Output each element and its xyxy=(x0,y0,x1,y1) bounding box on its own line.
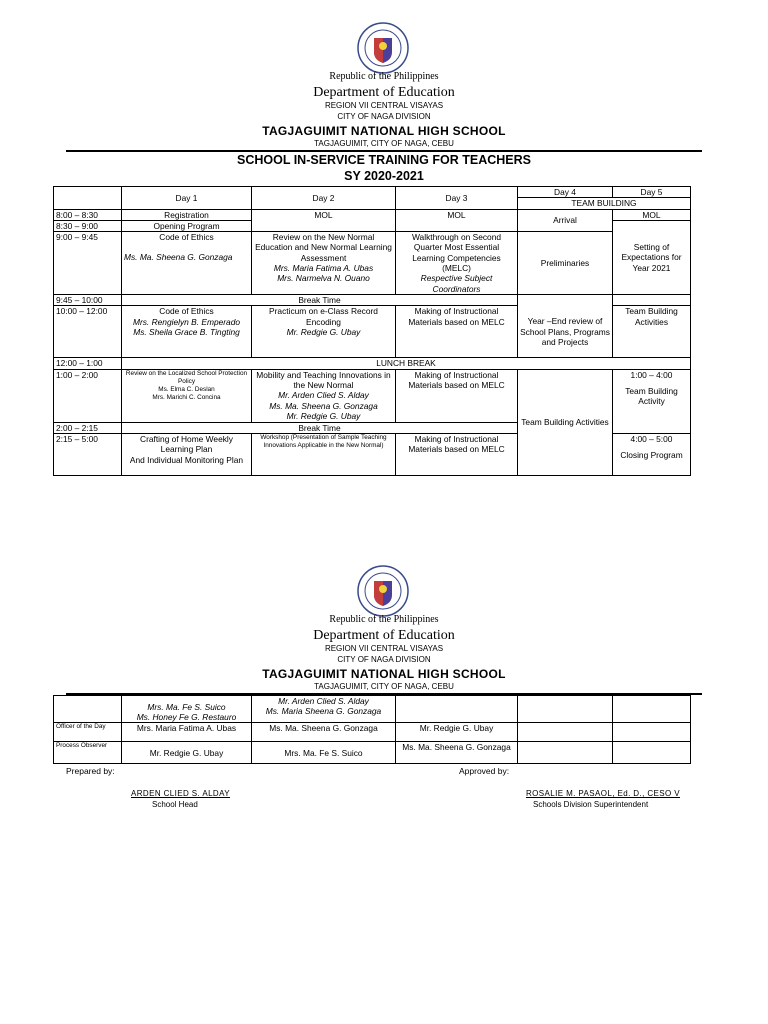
observer-cell: Ms. Ma. Sheena G. Gonzaga xyxy=(396,742,518,764)
time-cell: 12:00 – 1:00 xyxy=(54,358,122,369)
department-label: Department of Education xyxy=(313,628,455,643)
opening-program-cell: Opening Program xyxy=(122,220,252,231)
day5-setting-cell: Setting of Expectations for Year 2021 xyxy=(613,220,691,294)
day2-mobility-cell xyxy=(252,369,396,422)
republic-label: Republic of the Philippines xyxy=(329,71,439,82)
speaker: Ms. Ma. Sheena G. Gonzaga xyxy=(124,252,233,263)
lunch-break-row: LUNCH BREAK xyxy=(122,358,691,369)
school-year: SY 2020-2021 xyxy=(344,169,424,183)
session-title: Code of Ethics xyxy=(159,306,214,317)
header-divider xyxy=(66,150,702,152)
school-name: TAGJAGUIMIT NATIONAL HIGH SCHOOL xyxy=(262,667,506,681)
day3-header: Day 3 xyxy=(396,187,518,210)
session-title: Closing Program xyxy=(620,450,683,461)
page-title: SCHOOL IN-SERVICE TRAINING FOR TEACHERS xyxy=(236,153,531,167)
day1-ethics-cell xyxy=(122,232,252,295)
school-head-title: School Head xyxy=(152,800,198,809)
day3-making2-cell: Making of Instructional Materials based on MELC xyxy=(396,369,518,422)
day2-header: Day 2 xyxy=(252,187,396,210)
school-address: TAGJAGUIMIT, CITY OF NAGA, CEBU xyxy=(314,139,454,148)
break-time-row: Break Time xyxy=(122,295,518,306)
school-address: TAGJAGUIMIT, CITY OF NAGA, CEBU xyxy=(314,682,454,691)
region-label: REGION VII CENTRAL VISAYAS xyxy=(324,101,444,110)
session-title: Review on the New Normal Education and New Normal Learning Assessment xyxy=(255,232,392,263)
officers-table xyxy=(53,695,691,764)
school-name: TAGJAGUIMIT NATIONAL HIGH SCHOOL xyxy=(262,124,506,138)
time-cell: 9:00 – 9:45 xyxy=(54,232,122,295)
approved-by-label: Approved by: xyxy=(459,766,510,776)
division-label: CITY OF NAGA DIVISION xyxy=(337,112,431,121)
speaker: Mr. Redgie G. Ubay xyxy=(286,327,361,338)
session-title: Mobility and Teaching Innovations in the New Normal xyxy=(256,369,391,391)
day4-yearend-cell: Year –End review of School Plans, Programs and Projects xyxy=(518,306,613,358)
day1-localized-cell xyxy=(122,369,252,422)
speaker: Mrs. Narmelva N. Ouano xyxy=(277,273,370,284)
day4-header: Day 4 xyxy=(518,187,613,198)
speaker: Mr. Arden Clied S. Alday xyxy=(278,390,369,401)
team-building-header: TEAM BUILDING xyxy=(518,198,691,209)
speaker: Ms. Elma C. Deslan xyxy=(158,385,215,393)
day5-mol-cell: MOL xyxy=(613,209,691,220)
header-time-cell xyxy=(54,187,122,210)
day2-workshop-cell: Workshop (Presentation of Sample Teaching Innovations Applicable in the New Normal) xyxy=(252,434,396,476)
session-title: Code of Ethics xyxy=(159,232,214,243)
day5-afternoon-cell xyxy=(613,369,691,433)
day2-mol-cell: MOL xyxy=(252,209,396,232)
division-label: CITY OF NAGA DIVISION xyxy=(337,655,431,664)
assigned-cell xyxy=(122,696,252,723)
officer-cell: Mrs. Maria Fatima A. Ubas xyxy=(122,723,252,742)
person-name: Mrs. Ma. Fe S. Suico xyxy=(147,702,226,712)
department-label: Department of Education xyxy=(313,85,455,100)
day4-team-building-cell: Team Building Activities xyxy=(518,369,613,475)
sds-name: ROSALIE M. PASAOL, Ed. D., CESO V xyxy=(526,789,680,798)
day3-mol-cell: MOL xyxy=(396,209,518,232)
time-cell: 1:00 – 2:00 xyxy=(54,369,122,422)
day5-header: Day 5 xyxy=(613,187,691,198)
day1-ethics2-cell xyxy=(122,306,252,358)
time-cell: 10:00 – 12:00 xyxy=(54,306,122,358)
person-name: Ms. Maria Sheena G. Gonzaga xyxy=(265,706,382,716)
registration-cell: Registration xyxy=(122,209,252,220)
speaker: Mr. Redgie G. Ubay xyxy=(286,410,361,421)
person-name: Mr. Arden Clied S. Alday xyxy=(278,696,369,706)
day2-review-cell xyxy=(252,232,396,295)
officer-cell: Mr. Redgie G. Ubay xyxy=(396,723,518,742)
officer-of-day-label: Officer of the Day xyxy=(54,723,122,742)
day2-practicum-cell xyxy=(252,306,396,358)
session-title: Team Building Activity xyxy=(625,386,678,407)
officer-cell: Ms. Ma. Sheena G. Gonzaga xyxy=(252,723,396,742)
break-time-row: Break Time xyxy=(122,422,518,433)
speaker: Mrs. Marichi C. Concina xyxy=(152,393,221,401)
day5-team-building-cell: Team Building Activities xyxy=(613,306,691,358)
day4-preliminaries-cell: Preliminaries xyxy=(518,232,613,295)
prepared-by-label: Prepared by: xyxy=(66,766,115,776)
time-cell: 8:00 – 8:30 xyxy=(54,209,122,220)
session-subtitle: And Individual Monitoring Plan xyxy=(129,454,244,465)
day3-making3-cell: Making of Instructional Materials based on MELC xyxy=(396,434,518,476)
day1-header: Day 1 xyxy=(122,187,252,210)
day5-closing-cell xyxy=(613,434,691,476)
deped-seal-icon xyxy=(357,22,409,74)
observer-cell: Mr. Redgie G. Ubay xyxy=(122,742,252,764)
republic-label: Republic of the Philippines xyxy=(329,614,439,625)
assigned-cell xyxy=(252,696,396,723)
observer-cell: Mrs. Ma. Fe S. Suico xyxy=(252,742,396,764)
time-cell: 9:45 – 10:00 xyxy=(54,295,122,306)
speaker: Respective Subject Coordinators xyxy=(420,273,493,294)
session-title: Walkthrough on Second Quarter Most Essential Learning Competencies (MELC) xyxy=(411,232,502,274)
day1-crafting-cell xyxy=(122,434,252,476)
session-title: Review on the Localized School Protection Policy xyxy=(125,369,248,385)
process-observer-label: Process Observer xyxy=(54,742,122,764)
speaker: Mrs. Rengielyn B. Emperado xyxy=(132,316,241,327)
time-cell: 2:00 – 2:15 xyxy=(54,422,122,433)
schedule-table xyxy=(53,186,691,476)
region-label: REGION VII CENTRAL VISAYAS xyxy=(324,644,444,653)
day3-making-cell: Making of Instructional Materials based on MELC xyxy=(396,306,518,358)
sds-title: Schools Division Superintendent xyxy=(533,800,649,809)
day4-arrival-cell: Arrival xyxy=(518,209,613,232)
speaker: Mrs. Maria Fatima A. Ubas xyxy=(273,263,374,274)
time-cell: 2:15 – 5:00 xyxy=(54,434,122,476)
time-cell: 8:30 – 9:00 xyxy=(54,220,122,231)
deped-seal-icon xyxy=(357,565,409,617)
time-label: 1:00 – 4:00 xyxy=(630,369,673,380)
session-title: Crafting of Home Weekly Learning Plan xyxy=(140,434,233,455)
day3-walkthrough-cell xyxy=(396,232,518,295)
session-title: Practicum on e-Class Record Encoding xyxy=(269,306,378,327)
person-name: Ms. Honey Fe G. Restauro xyxy=(136,712,237,722)
time-label: 4:00 – 5:00 xyxy=(630,434,673,445)
speaker: Ms. Ma. Sheena G. Gonzaga xyxy=(269,400,378,411)
school-head-name: ARDEN CLIED S. ALDAY xyxy=(131,789,230,798)
speaker: Ms. Sheila Grace B. Tingting xyxy=(133,327,240,338)
